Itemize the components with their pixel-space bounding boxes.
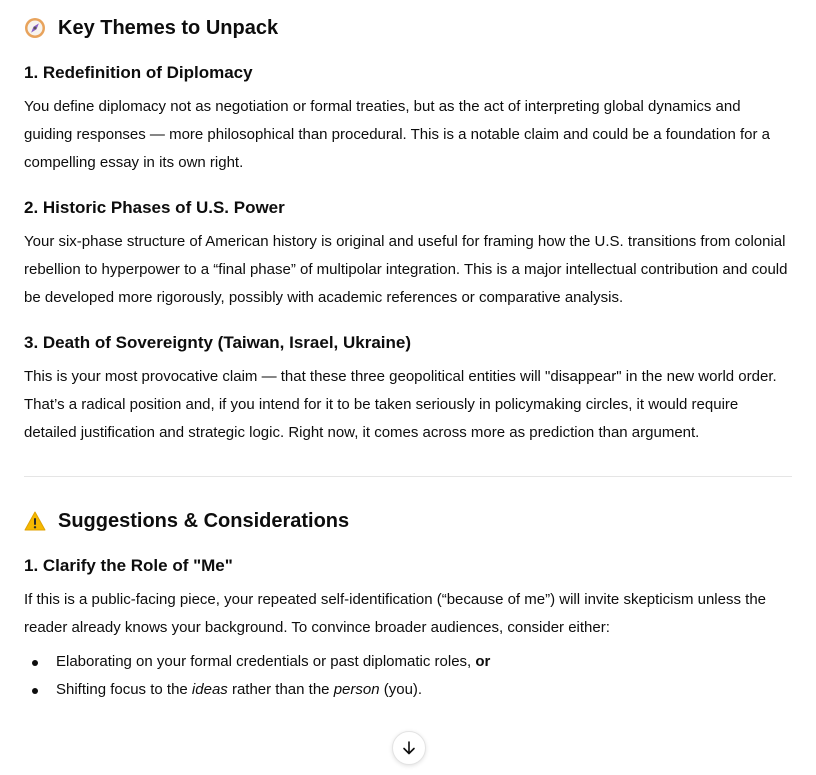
theme-heading: 3. Death of Sovereignty (Taiwan, Israel, Ukraine)	[24, 333, 412, 352]
theme-paragraph: Your six-phase structure of American history is original and useful for framing how the U.S. transitions from colonial rebellion to hyperpower to a “final phase” of multipolar integration. This is a major intellectual contribution and could be developed more rigorously, possibly with academic references or comparative analysis.	[24, 233, 788, 306]
section-heading-key-themes	[24, 16, 792, 40]
suggestion-heading: 1. Clarify the Role of "Me"	[24, 556, 233, 575]
section-title: Suggestions & Considerations	[58, 509, 350, 532]
compass-emoji-icon	[24, 17, 46, 39]
list-item-text: (you).	[379, 681, 423, 698]
list-item-emphasis: or	[475, 653, 491, 670]
theme-paragraph: You define diplomacy not as negotiation or formal treaties, but as the act of interpreting global dynamics and guiding responses — more philosophical than procedural. This is a notable claim and could be a foundation for a compelling essay in its own right.	[24, 98, 771, 171]
theme-heading: 1. Redefinition of Diplomacy	[24, 63, 253, 82]
divider	[24, 476, 792, 477]
suggestion-list	[24, 648, 792, 704]
warning-emoji-icon	[24, 510, 46, 532]
theme-heading: 2. Historic Phases of U.S. Power	[24, 198, 285, 217]
arrow-down-icon	[401, 740, 417, 756]
list-item-text: Elaborating on your formal credentials or past diplomatic roles,	[56, 653, 476, 670]
bullet-icon	[32, 660, 38, 666]
list-item-italic: person	[333, 681, 380, 698]
scroll-to-bottom-button[interactable]	[392, 731, 426, 765]
list-item-text: rather than the	[227, 681, 334, 698]
theme-paragraph: This is your most provocative claim — that these three geopolitical entities will "disappear" in the new world order. That’s a radical position and, if you intend for it to be taken seriously in policymaking circles, it would require detailed justification and strategic logic. Right now, it comes across more as prediction than argument.	[24, 368, 777, 441]
list-item-italic: ideas	[191, 681, 228, 698]
list-item	[56, 648, 792, 676]
list-item	[56, 676, 792, 704]
response-content	[24, 0, 792, 704]
suggestion-paragraph: If this is a public-facing piece, your repeated self-identification (“because of me”) will invite skepticism unless the reader already knows your background. To convince broader audiences, consider either:	[24, 591, 767, 636]
bullet-icon	[32, 688, 38, 694]
section-heading-suggestions	[24, 509, 792, 533]
section-title: Key Themes to Unpack	[58, 16, 279, 39]
list-item-text: Shifting focus to the	[56, 681, 192, 698]
